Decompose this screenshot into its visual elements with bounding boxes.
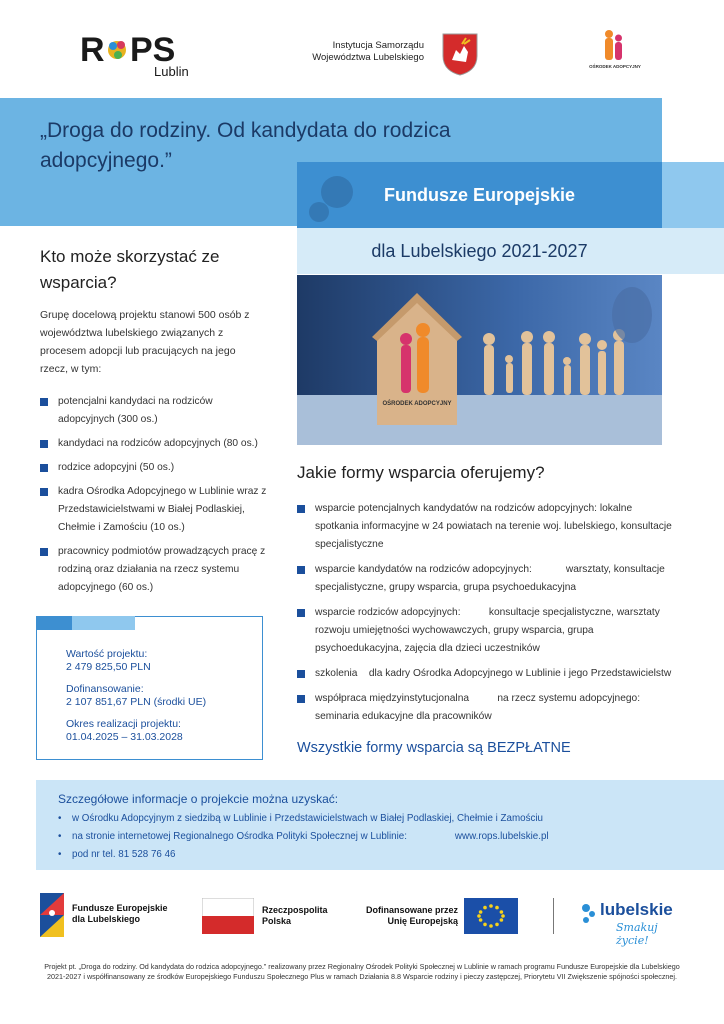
info-heading: Szczegółowe informacje o projekcie można uzyskać: (58, 792, 339, 806)
phone-number: pod nr tel. 81 528 76 46 (72, 849, 176, 860)
rp-logo-text (262, 905, 328, 927)
page-title: „Droga do rodziny. Od kandydata do rodzica adopcyjnego.” (40, 119, 451, 172)
right-heading: Jakie formy wsparcia oferujemy? (297, 463, 545, 482)
list-item (40, 435, 270, 453)
eu-logo (358, 898, 520, 934)
rops-sub-label: Lublin (154, 64, 189, 79)
institution-line-1: Instytucja Samorządu (332, 40, 424, 51)
house-label: OŚRODEK ADOPCYJNY (382, 401, 452, 407)
lubelskie-mark-icon (580, 900, 600, 928)
fe-flag-icon (40, 893, 66, 937)
bullet-icon (40, 488, 48, 496)
target-group-list (40, 393, 270, 603)
fe-light-band (662, 162, 724, 228)
list-item-text: konsultacje specjalistyczne, warsztaty rozwoju umiejętności wychowawczych, grupy wsparcia, grupa psychoedukacyjna, zajęcia dla dzieci uczestników (315, 607, 660, 654)
eu-flag-icon (464, 898, 518, 934)
list-item (58, 828, 698, 846)
project-period: 01.04.2025 – 31.03.2028 (66, 731, 183, 743)
list-item-text: warsztaty, konsultacje specjalistyczne, grupy wsparcia, grupa psychoedukacyjna (315, 564, 665, 593)
family-house-photo (297, 275, 662, 445)
list-item-text: potencjalni kandydaci na rodziców adopcyjnych (300 os.) (58, 396, 213, 425)
project-value: 2 479 825,50 PLN (66, 661, 151, 673)
list-item (297, 604, 677, 658)
list-item-text: pracownicy podmiotów prowadzących pracę z rodziną oraz działania na rzecz systemu adopcyjnego (60 os.) (58, 546, 266, 593)
project-value-label: Wartość projektu: (66, 648, 148, 660)
website-link[interactable]: www.rops.lubelskie.pl (454, 831, 549, 842)
free-support-note: Wszystkie formy wsparcia są BEZPŁATNE (297, 740, 571, 756)
polish-flag-icon (202, 898, 254, 934)
info-list (58, 810, 698, 864)
bullet-icon (297, 670, 305, 678)
eu-logo-line-1: Dofinansowane przez (365, 905, 458, 915)
adoption-logo-text: OŚRODEK ADOPCYJNY (589, 64, 641, 69)
fe-logo-text (72, 903, 168, 925)
list-item (40, 483, 270, 537)
rp-logo-line-1: Rzeczpospolita (262, 905, 328, 915)
fe-lubelskie-logo (40, 893, 180, 939)
project-cofin-label: Dofinansowanie: (66, 683, 144, 695)
project-info-content (66, 648, 256, 753)
fe-logo-line-2: dla Lubelskiego (72, 914, 141, 924)
list-item (297, 561, 677, 597)
list-item (297, 665, 677, 683)
list-item (297, 690, 677, 726)
list-item (40, 459, 270, 477)
list-item (40, 543, 270, 597)
left-heading: Kto może skorzystać ze wsparcia? (40, 247, 220, 292)
list-item (58, 846, 698, 864)
lubelskie-slogan: Smakuj życie! (616, 921, 658, 947)
list-item-text: w Ośrodku Adopcyjnym z siedzibą w Lublinie i Przedstawicielstwach w Białej Podlaskiej, Chełmie i Zamościu (72, 813, 543, 824)
rops-logo (80, 28, 200, 78)
project-box-accent-dark (36, 616, 72, 630)
eu-logo-text (358, 905, 458, 927)
bullet-icon (40, 464, 48, 472)
list-item-text: lokalne spotkania informacyjne w 24 powiatach na terenie woj. lubelskiego, konsultacje specjalistyczne (315, 503, 672, 550)
bullet-icon (40, 548, 48, 556)
svg-text:PS: PS (130, 31, 176, 69)
list-item-lead: wsparcie potencjalnych kandydatów na rodziców adopcyjnych: (315, 503, 598, 514)
fe-logo-line-1: Fundusze Europejskie (72, 903, 168, 913)
project-cofin: 2 107 851,67 PLN (środki UE) (66, 696, 207, 708)
institution-logo (310, 32, 480, 78)
svg-text:R: R (80, 31, 105, 69)
project-period-label: Okres realizacji projektu: (66, 718, 181, 730)
list-item-lead: wsparcie rodziców adopcyjnych: (315, 607, 461, 618)
list-item (58, 810, 698, 828)
rp-logo-line-2: Polska (262, 916, 292, 926)
family-icon (585, 28, 645, 64)
footer-note: Projekt pt. „Droga do rodziny. Od kandydata do rodzica adopcyjnego.” realizowany przez Regionalny Ośrodek Polityki Społecznej w Lublinie w ramach programu Fundusze Europejskie dla Lubelskiego 2021-2027 i współfinansowany ze środków Europejskiego Funduszu Społecznego Plus w ramach Działania 8.8 Wsparcie rodziny i pieczy zastępczej, Priorytetu VII Zwiększenie spójności społecznej. (44, 962, 680, 981)
lubelskie-wordmark: lubelskie (600, 900, 673, 919)
bullet-icon (40, 440, 48, 448)
adoption-center-logo (585, 28, 645, 78)
bullet-icon (297, 609, 305, 617)
project-box-accent-light (72, 616, 135, 630)
support-forms-list (297, 500, 677, 733)
list-item-lead: wsparcie kandydatów na rodziców adopcyjnych: (315, 564, 532, 575)
institution-text (312, 40, 424, 64)
photo-illustration (297, 275, 662, 445)
list-item-lead: współpraca międzyinstytucjonalna (315, 693, 470, 704)
list-item-text: rodzice adopcyjni (50 os.) (58, 462, 175, 473)
list-item-text: na rzecz systemu adopcyjnego: seminaria edukacyjne dla pracowników (315, 693, 641, 722)
list-item-lead: szkolenia (315, 668, 358, 679)
list-item (297, 500, 677, 554)
coat-of-arms-icon (440, 32, 480, 76)
dla-label: dla Lubelskiego 2021-2027 (371, 241, 588, 261)
bullet-icon (297, 505, 305, 513)
bullet-icon (40, 398, 48, 406)
lubelskie-logo (580, 896, 690, 947)
logo-divider (553, 898, 554, 934)
bullet-icon (297, 566, 305, 574)
bullet-icon (297, 695, 305, 703)
rp-logo (202, 898, 332, 934)
list-item-text: kandydaci na rodziców adopcyjnych (80 os.) (58, 438, 258, 449)
list-item-text: dla kadry Ośrodka Adopcyjnego w Lublinie i jego Przedstawicielstw (368, 668, 672, 679)
left-intro: Grupę docelową projektu stanowi 500 osób z województwa lubelskiego związanych z procesem adopcji lub pracujących na jego rzecz, w tym: (40, 309, 250, 375)
fe-label: Fundusze Europejskie (383, 185, 576, 205)
eu-logo-line-2: Unię Europejską (387, 916, 458, 926)
list-item (40, 393, 270, 429)
institution-line-2: Województwa Lubelskiego (312, 52, 424, 63)
list-item-text: na stronie internetowej Regionalnego Ośrodka Polityki Społecznej w Lublinie: (72, 831, 407, 842)
list-item-text: kadra Ośrodka Adopcyjnego w Lublinie wraz z Przedstawicielstwami w Białej Podlaskiej, Chełmie i Zamościu (10 os.) (58, 486, 267, 533)
